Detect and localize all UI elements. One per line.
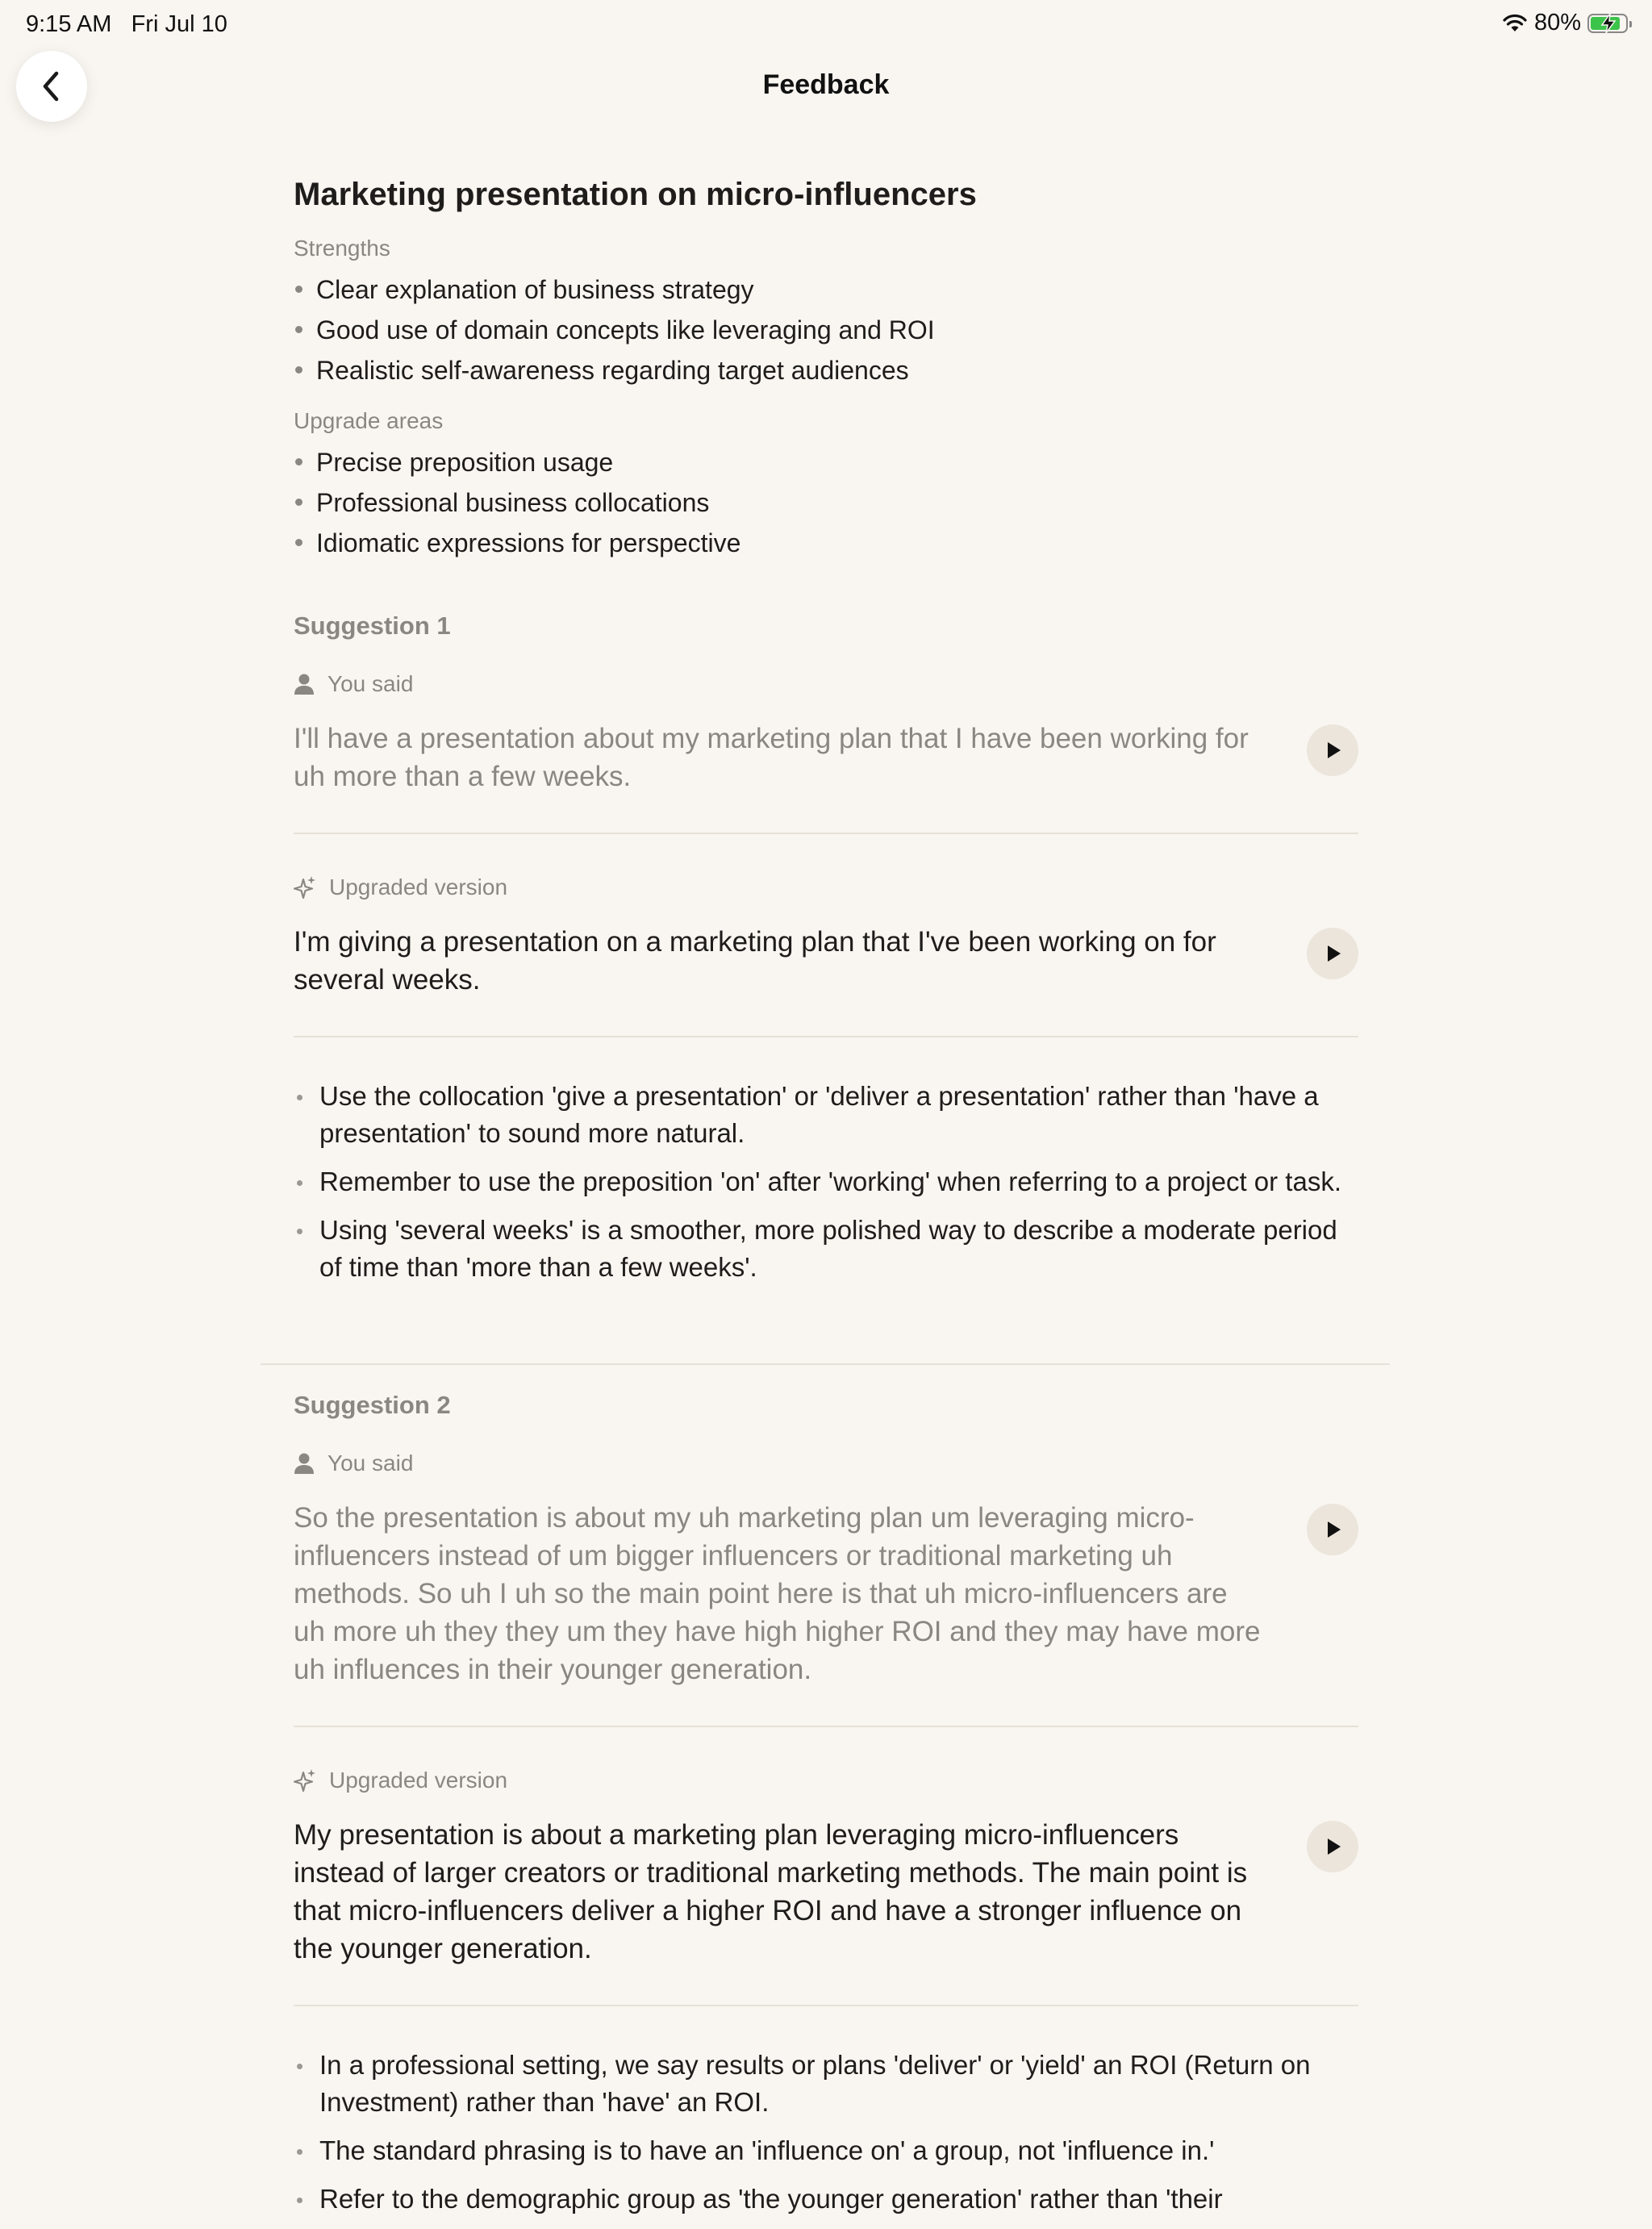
upgraded-row xyxy=(294,1816,1358,1968)
play-button[interactable] xyxy=(1307,1504,1358,1555)
you-said-text: So the presentation is about my uh marketing plan um leveraging micro-influencers instead of um bigger influencers or traditional marketing uh methods. So uh I uh so the main point here is that uh micro-influencers are uh more uh they they um they have high higher ROI and they may have more uh influences in their younger generation. xyxy=(294,1502,1261,1685)
divider xyxy=(294,833,1358,834)
section-divider xyxy=(261,1363,1390,1365)
suggestion-title: Suggestion 2 xyxy=(294,1391,451,1419)
you-said-row xyxy=(294,720,1358,795)
sparkles-icon xyxy=(294,1768,316,1793)
charging-bolt-icon xyxy=(1599,13,1618,34)
person-icon xyxy=(294,673,315,695)
you-said-label-row xyxy=(294,668,1358,700)
session-title: Marketing presentation on micro-influencers xyxy=(294,177,977,212)
upgraded-label-row xyxy=(294,871,1358,904)
battery-percent: 80% xyxy=(1533,10,1581,35)
status-indicators xyxy=(1502,10,1628,36)
upgraded-row xyxy=(294,923,1358,999)
strength-item: Good use of domain concepts like leveraging and ROI xyxy=(294,310,1358,350)
tip-item: Use the collocation 'give a presentation' or 'deliver a presentation' rather than 'have a presentation' to sound more natural. xyxy=(294,1078,1358,1152)
tips-list xyxy=(294,2047,1358,2218)
you-said-label: You said xyxy=(327,671,414,696)
person-icon xyxy=(294,1452,315,1475)
battery-icon xyxy=(1587,14,1628,33)
tips-list xyxy=(294,1078,1358,1286)
suggestion-card xyxy=(294,608,1358,1286)
tip-item: Remember to use the preposition 'on' after 'working' when referring to a project or task. xyxy=(294,1163,1358,1200)
suggestion-card xyxy=(294,1388,1358,2229)
upgraded-text: I'm giving a presentation on a marketing plan that I've been working on for several weeks. xyxy=(294,926,1216,996)
wifi-icon xyxy=(1502,14,1528,33)
play-icon xyxy=(1321,739,1344,762)
sparkles-icon xyxy=(294,875,316,900)
you-said-text: I'll have a presentation about my marketing plan that I have been working for uh more than a few weeks. xyxy=(294,723,1249,792)
play-icon xyxy=(1321,1518,1344,1541)
strength-item: Realistic self-awareness regarding target audiences xyxy=(294,350,1358,390)
upgrade-areas-label: Upgrade areas xyxy=(294,408,444,433)
upgraded-text: My presentation is about a marketing plan leveraging micro-influencers instead of larger creators or traditional marketing methods. The main point is that micro-influencers deliver a higher ROI and have a stronger influence on the younger generation. xyxy=(294,1819,1248,1964)
upgraded-label-row xyxy=(294,1764,1358,1797)
play-button[interactable] xyxy=(1307,724,1358,776)
status-date: Fri Jul 10 xyxy=(131,11,227,37)
status-time: 9:15 AM Fri Jul 10 xyxy=(26,11,227,37)
divider xyxy=(294,1036,1358,1037)
you-said-label-row xyxy=(294,1447,1358,1480)
strengths-list xyxy=(294,269,1358,390)
upgrade-area-item: Idiomatic expressions for perspective xyxy=(294,523,1358,563)
suggestion-title: Suggestion 1 xyxy=(294,612,451,640)
tip-item: The standard phrasing is to have an 'influence on' a group, not 'influence in.' xyxy=(294,2132,1358,2169)
play-icon xyxy=(1321,1835,1344,1858)
divider xyxy=(294,1726,1358,1727)
upgrade-areas-list xyxy=(294,442,1358,563)
upgrade-area-item: Professional business collocations xyxy=(294,482,1358,523)
tip-item: In a professional setting, we say results or plans 'deliver' or 'yield' an ROI (Return on Investment) rather than 'have' an ROI. xyxy=(294,2047,1358,2121)
play-button[interactable] xyxy=(1307,1821,1358,1872)
tip-item: Using 'several weeks' is a smoother, more polished way to describe a moderate period of time than 'more than a few weeks'. xyxy=(294,1212,1358,1286)
play-button[interactable] xyxy=(1307,928,1358,979)
status-bar xyxy=(0,0,1652,52)
you-said-label: You said xyxy=(327,1451,414,1476)
play-icon xyxy=(1321,942,1344,965)
page-title: Feedback xyxy=(762,69,890,100)
upgraded-label: Upgraded version xyxy=(329,1768,508,1793)
feedback-content xyxy=(294,171,1358,1297)
you-said-row xyxy=(294,1499,1358,1688)
upgrade-area-item: Precise preposition usage xyxy=(294,442,1358,482)
strength-item: Clear explanation of business strategy xyxy=(294,269,1358,310)
upgraded-label: Upgraded version xyxy=(329,874,508,900)
divider xyxy=(294,2005,1358,2006)
tip-item: Refer to the demographic group as 'the younger generation' rather than 'their xyxy=(294,2181,1358,2218)
strengths-label: Strengths xyxy=(294,236,390,261)
